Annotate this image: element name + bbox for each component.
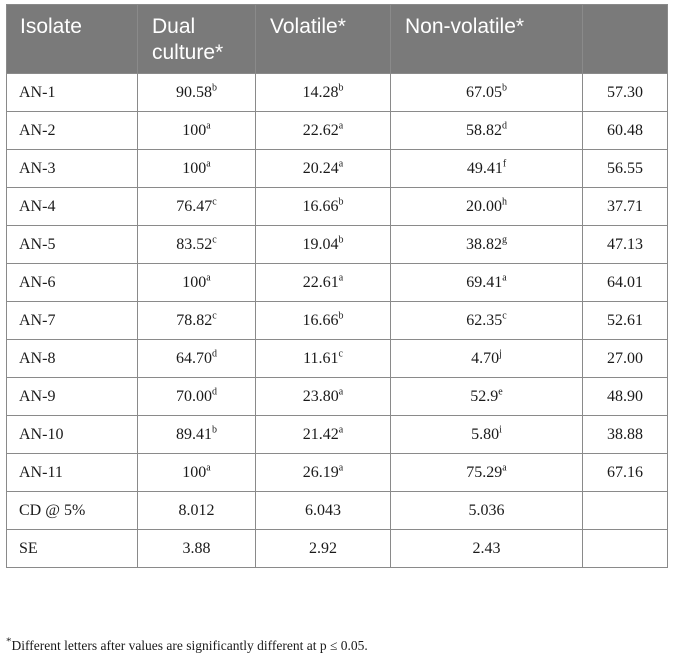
- cell-volatile: [256, 226, 391, 264]
- cell-volatile: [256, 530, 391, 568]
- cell-isolate: AN-11: [7, 454, 138, 492]
- cell-volatile: [256, 378, 391, 416]
- significance-letter: b: [338, 234, 344, 246]
- cell-value: 58.82: [466, 121, 502, 139]
- cell-value: 89.41: [176, 425, 212, 443]
- cell-value: 23.80: [302, 387, 339, 405]
- cell-mean: 52.61: [583, 302, 668, 340]
- cell-dual-culture: [138, 264, 256, 302]
- cell-mean: 56.55: [583, 150, 668, 188]
- cell-mean: [583, 530, 668, 568]
- cell-mean: 38.88: [583, 416, 668, 454]
- cell-non-volatile: [391, 74, 583, 112]
- significance-letter: a: [206, 120, 211, 132]
- cell-volatile: [256, 112, 391, 150]
- cell-non-volatile: [391, 530, 583, 568]
- cell-volatile: [256, 264, 391, 302]
- cell-isolate: AN-9: [7, 378, 138, 416]
- cell-value: 5.80: [471, 425, 500, 443]
- cell-value: 2.92: [309, 539, 337, 557]
- significance-letter: i: [499, 424, 502, 436]
- significance-letter: h: [502, 196, 507, 208]
- cell-value: 19.04: [302, 235, 339, 253]
- cell-dual-culture: [138, 74, 256, 112]
- cell-dual-culture: [138, 416, 256, 454]
- data-table: [6, 4, 668, 568]
- cell-isolate: CD @ 5%: [7, 492, 138, 530]
- significance-letter: d: [212, 348, 217, 360]
- significance-letter: b: [338, 310, 344, 322]
- cell-value: 38.82: [466, 235, 502, 253]
- cell-mean: 67.16: [583, 454, 668, 492]
- significance-letter: b: [212, 82, 217, 94]
- cell-value: 2.43: [472, 539, 501, 557]
- cell-mean: 37.71: [583, 188, 668, 226]
- significance-letter: g: [502, 234, 507, 246]
- cell-value: 75.29: [466, 463, 503, 481]
- table-row: [7, 112, 668, 150]
- cell-dual-culture: [138, 492, 256, 530]
- header-row: [7, 5, 668, 74]
- cell-value: 16.66: [302, 311, 339, 329]
- cell-value: 90.58: [176, 83, 212, 101]
- cell-non-volatile: [391, 378, 583, 416]
- cell-non-volatile: [391, 492, 583, 530]
- cell-mean: [583, 492, 668, 530]
- cell-dual-culture: [138, 188, 256, 226]
- cell-value: 100: [182, 463, 207, 481]
- cell-dual-culture: [138, 340, 256, 378]
- cell-dual-culture: [138, 226, 256, 264]
- significance-letter: c: [212, 234, 217, 246]
- cell-value: 49.41: [466, 159, 503, 177]
- header-mean: [583, 5, 668, 74]
- cell-value: 26.19: [302, 463, 339, 481]
- table-row: [7, 378, 668, 416]
- footnote-mark: *: [6, 635, 12, 648]
- cell-value: 4.70: [471, 349, 500, 367]
- cell-volatile: [256, 416, 391, 454]
- significance-letter: d: [502, 120, 507, 132]
- cell-isolate: AN-2: [7, 112, 138, 150]
- cell-value: 100: [182, 159, 207, 177]
- significance-letter: a: [338, 272, 344, 284]
- cell-non-volatile: [391, 264, 583, 302]
- cell-volatile: [256, 74, 391, 112]
- significance-letter: a: [206, 272, 211, 284]
- cell-dual-culture: [138, 454, 256, 492]
- header-dual-culture: Dual culture*: [138, 5, 256, 74]
- header-isolate: Isolate: [7, 5, 138, 74]
- cell-dual-culture: [138, 302, 256, 340]
- significance-letter: b: [338, 82, 344, 94]
- cell-isolate: AN-1: [7, 74, 138, 112]
- cell-value: 62.35: [466, 311, 503, 329]
- header-volatile: Volatile*: [256, 5, 391, 74]
- significance-letter: a: [338, 424, 344, 436]
- table-row: [7, 264, 668, 302]
- cell-isolate: AN-7: [7, 302, 138, 340]
- significance-letter: j: [499, 348, 502, 360]
- cell-non-volatile: [391, 340, 583, 378]
- cell-value: 100: [182, 121, 207, 139]
- significance-letter: a: [338, 462, 344, 474]
- cell-non-volatile: [391, 454, 583, 492]
- table-row: [7, 416, 668, 454]
- cell-dual-culture: [138, 378, 256, 416]
- significance-letter: a: [338, 158, 344, 170]
- footnote: [6, 635, 368, 654]
- cell-value: 3.88: [182, 539, 211, 557]
- cell-isolate: AN-3: [7, 150, 138, 188]
- cell-non-volatile: [391, 188, 583, 226]
- significance-letter: e: [498, 386, 503, 398]
- cell-isolate: AN-6: [7, 264, 138, 302]
- cell-value: 11.61: [303, 349, 339, 367]
- cell-volatile: [256, 302, 391, 340]
- cell-mean: 60.48: [583, 112, 668, 150]
- cell-value: 100: [182, 273, 207, 291]
- cell-value: 6.043: [305, 501, 341, 519]
- significance-letter: a: [502, 272, 507, 284]
- table-row: [7, 454, 668, 492]
- significance-letter: b: [338, 196, 344, 208]
- header-non-volatile: Non-volatile*: [391, 5, 583, 74]
- cell-isolate: SE: [7, 530, 138, 568]
- significance-letter: c: [212, 196, 217, 208]
- cell-value: 70.00: [176, 387, 212, 405]
- cell-mean: 27.00: [583, 340, 668, 378]
- cell-value: 8.012: [178, 501, 215, 519]
- cell-non-volatile: [391, 416, 583, 454]
- cell-isolate: AN-10: [7, 416, 138, 454]
- cell-value: 22.62: [302, 121, 339, 139]
- cell-value: 5.036: [468, 501, 505, 519]
- table-row: [7, 530, 668, 568]
- table-row: [7, 188, 668, 226]
- cell-non-volatile: [391, 112, 583, 150]
- cell-non-volatile: [391, 150, 583, 188]
- significance-letter: b: [502, 82, 507, 94]
- footnote-text: Different letters after values are significantly different at p ≤ 0.05.: [11, 638, 368, 653]
- cell-mean: 47.13: [583, 226, 668, 264]
- significance-letter: d: [212, 386, 217, 398]
- cell-isolate: AN-5: [7, 226, 138, 264]
- significance-letter: b: [212, 424, 217, 436]
- cell-isolate: AN-4: [7, 188, 138, 226]
- cell-value: 22.61: [302, 273, 339, 291]
- cell-value: 16.66: [302, 197, 339, 215]
- cell-volatile: [256, 454, 391, 492]
- cell-mean: 48.90: [583, 378, 668, 416]
- significance-letter: c: [212, 310, 217, 322]
- cell-volatile: [256, 492, 391, 530]
- table-row: [7, 492, 668, 530]
- cell-volatile: [256, 188, 391, 226]
- significance-letter: a: [206, 158, 211, 170]
- cell-volatile: [256, 340, 391, 378]
- table-row: [7, 150, 668, 188]
- cell-dual-culture: [138, 150, 256, 188]
- cell-value: 52.9: [470, 387, 499, 405]
- cell-value: 76.47: [176, 197, 213, 215]
- significance-letter: c: [338, 348, 343, 360]
- cell-value: 69.41: [466, 273, 503, 291]
- significance-letter: a: [338, 120, 344, 132]
- cell-dual-culture: [138, 530, 256, 568]
- cell-value: 14.28: [302, 83, 339, 101]
- cell-volatile: [256, 150, 391, 188]
- cell-value: 83.52: [176, 235, 213, 253]
- table-row: [7, 226, 668, 264]
- table-row: [7, 302, 668, 340]
- cell-isolate: AN-8: [7, 340, 138, 378]
- significance-letter: c: [502, 310, 507, 322]
- significance-letter: f: [502, 158, 507, 170]
- significance-letter: a: [502, 462, 507, 474]
- cell-value: 21.42: [302, 425, 339, 443]
- cell-value: 20.00: [466, 197, 502, 215]
- cell-non-volatile: [391, 226, 583, 264]
- table-row: [7, 74, 668, 112]
- cell-mean: 64.01: [583, 264, 668, 302]
- cell-value: 20.24: [302, 159, 339, 177]
- cell-value: 67.05: [466, 83, 502, 101]
- significance-letter: a: [338, 386, 344, 398]
- table-row: [7, 340, 668, 378]
- cell-mean: 57.30: [583, 74, 668, 112]
- cell-non-volatile: [391, 302, 583, 340]
- cell-dual-culture: [138, 112, 256, 150]
- cell-value: 64.70: [176, 349, 212, 367]
- significance-letter: a: [206, 462, 211, 474]
- cell-value: 78.82: [176, 311, 213, 329]
